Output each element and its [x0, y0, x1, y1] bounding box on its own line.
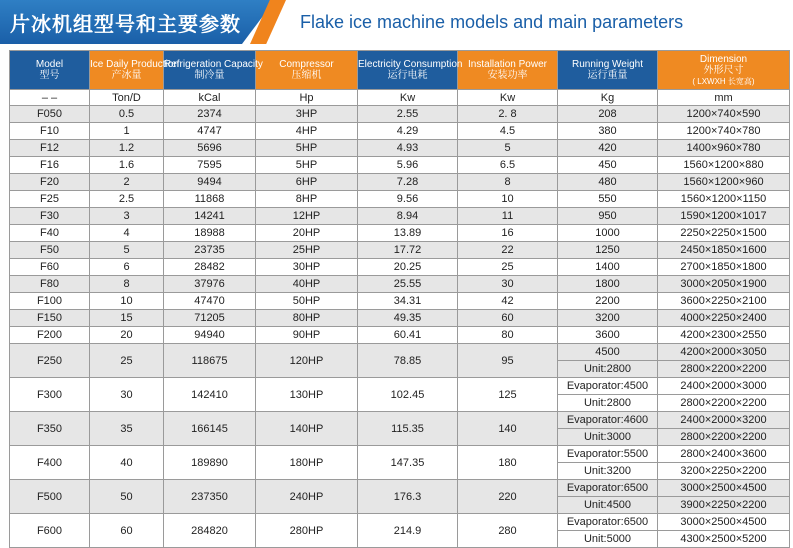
cell-dimension: 1200×740×590: [658, 106, 790, 123]
cell-dimension: 1200×740×780: [658, 123, 790, 140]
cell-ice-production: 1.6: [90, 157, 164, 174]
cell-compressor: 20HP: [256, 225, 358, 242]
units-row: [10, 90, 790, 106]
cell-running-weight: 950: [558, 208, 658, 225]
cell-compressor: 240HP: [256, 480, 358, 514]
cell-model: F12: [10, 140, 90, 157]
table-row: [10, 140, 790, 157]
cell-electricity-consumption: 115.35: [358, 412, 458, 446]
cell-ice-production: 15: [90, 310, 164, 327]
cell-refrigeration-capacity: 37976: [164, 276, 256, 293]
cell-model: F30: [10, 208, 90, 225]
unit-cell: Kw: [458, 90, 558, 106]
cell-refrigeration-capacity: 142410: [164, 378, 256, 412]
cell-running-weight: 3200: [558, 310, 658, 327]
cell-running-weight: 550: [558, 191, 658, 208]
cell-installation-power: 11: [458, 208, 558, 225]
unit-cell: kCal: [164, 90, 256, 106]
cell-dimension: 4200×2000×3050: [658, 344, 790, 361]
cell-compressor: 280HP: [256, 514, 358, 548]
cell-installation-power: 4.5: [458, 123, 558, 140]
cell-refrigeration-capacity: 189890: [164, 446, 256, 480]
cell-electricity-consumption: 20.25: [358, 259, 458, 276]
parameters-table: [9, 50, 790, 548]
table-row: [10, 514, 790, 531]
cell-ice-production: 35: [90, 412, 164, 446]
cell-electricity-consumption: 147.35: [358, 446, 458, 480]
cell-dimension: 2800×2200×2200: [658, 361, 790, 378]
cell-installation-power: 180: [458, 446, 558, 480]
cell-installation-power: 22: [458, 242, 558, 259]
cell-dimension: 2800×2200×2200: [658, 429, 790, 446]
cell-model: F10: [10, 123, 90, 140]
cell-installation-power: 10: [458, 191, 558, 208]
cell-installation-power: 220: [458, 480, 558, 514]
unit-cell: – –: [10, 90, 90, 106]
header-compressor: Compressor 压缩机: [256, 51, 358, 90]
cell-dimension: 2250×2250×1500: [658, 225, 790, 242]
cell-electricity-consumption: 25.55: [358, 276, 458, 293]
cell-running-weight: Evaporator:4500: [558, 378, 658, 395]
table-row: [10, 446, 790, 463]
cell-compressor: 6HP: [256, 174, 358, 191]
cell-running-weight: 4500: [558, 344, 658, 361]
cell-refrigeration-capacity: 11868: [164, 191, 256, 208]
header-ice-production: Ice Daily Production 产冰量: [90, 51, 164, 90]
header-installation-power: Installation Power 安装功率: [458, 51, 558, 90]
cell-ice-production: 10: [90, 293, 164, 310]
header-running-weight: Running Weight 运行重量: [558, 51, 658, 90]
cell-dimension: 2400×2000×3000: [658, 378, 790, 395]
cell-running-weight: 450: [558, 157, 658, 174]
cell-compressor: 30HP: [256, 259, 358, 276]
cell-installation-power: 80: [458, 327, 558, 344]
cell-refrigeration-capacity: 4747: [164, 123, 256, 140]
cell-electricity-consumption: 5.96: [358, 157, 458, 174]
cell-installation-power: 30: [458, 276, 558, 293]
cell-model: F16: [10, 157, 90, 174]
cell-installation-power: 25: [458, 259, 558, 276]
cell-ice-production: 1: [90, 123, 164, 140]
cell-model: F20: [10, 174, 90, 191]
cell-ice-production: 5: [90, 242, 164, 259]
cell-compressor: 50HP: [256, 293, 358, 310]
cell-model: F100: [10, 293, 90, 310]
cell-running-weight: 208: [558, 106, 658, 123]
cell-dimension: 3900×2250×2200: [658, 497, 790, 514]
table-row: [10, 480, 790, 497]
cell-running-weight: Unit:3000: [558, 429, 658, 446]
table-row: [10, 412, 790, 429]
cell-installation-power: 5: [458, 140, 558, 157]
cell-dimension: 3000×2500×4500: [658, 480, 790, 497]
cell-model: F250: [10, 344, 90, 378]
header-refrigeration-capacity: Refrigeration Capacity 制冷量: [164, 51, 256, 90]
cell-running-weight: 1800: [558, 276, 658, 293]
cell-running-weight: 480: [558, 174, 658, 191]
table-row: [10, 310, 790, 327]
cell-model: F400: [10, 446, 90, 480]
cell-electricity-consumption: 214.9: [358, 514, 458, 548]
cell-electricity-consumption: 176.3: [358, 480, 458, 514]
cell-dimension: 3200×2250×2200: [658, 463, 790, 480]
cell-ice-production: 50: [90, 480, 164, 514]
cell-ice-production: 2: [90, 174, 164, 191]
cell-installation-power: 42: [458, 293, 558, 310]
cell-dimension: 2800×2200×2200: [658, 395, 790, 412]
table-row: [10, 327, 790, 344]
cell-compressor: 12HP: [256, 208, 358, 225]
cell-electricity-consumption: 4.29: [358, 123, 458, 140]
cell-compressor: 80HP: [256, 310, 358, 327]
cell-electricity-consumption: 8.94: [358, 208, 458, 225]
table-row: [10, 344, 790, 361]
cell-model: F600: [10, 514, 90, 548]
cell-dimension: 3000×2050×1900: [658, 276, 790, 293]
cell-ice-production: 30: [90, 378, 164, 412]
cell-running-weight: Unit:5000: [558, 531, 658, 548]
cell-dimension: 1400×960×780: [658, 140, 790, 157]
cell-ice-production: 3: [90, 208, 164, 225]
cell-refrigeration-capacity: 118675: [164, 344, 256, 378]
cell-ice-production: 20: [90, 327, 164, 344]
header-electricity-consumption: Electricity Consumption 运行电耗: [358, 51, 458, 90]
cell-model: F050: [10, 106, 90, 123]
cell-model: F25: [10, 191, 90, 208]
cell-dimension: 4000×2250×2400: [658, 310, 790, 327]
cell-refrigeration-capacity: 71205: [164, 310, 256, 327]
cell-installation-power: 6.5: [458, 157, 558, 174]
cell-running-weight: Evaporator:6500: [558, 514, 658, 531]
cell-running-weight: 1250: [558, 242, 658, 259]
cell-running-weight: Evaporator:6500: [558, 480, 658, 497]
cell-electricity-consumption: 9.56: [358, 191, 458, 208]
cell-model: F500: [10, 480, 90, 514]
cell-refrigeration-capacity: 5696: [164, 140, 256, 157]
cell-running-weight: 1400: [558, 259, 658, 276]
cell-compressor: 180HP: [256, 446, 358, 480]
cell-refrigeration-capacity: 28482: [164, 259, 256, 276]
cell-dimension: 4300×2500×5200: [658, 531, 790, 548]
cell-ice-production: 6: [90, 259, 164, 276]
cell-refrigeration-capacity: 237350: [164, 480, 256, 514]
cell-installation-power: 95: [458, 344, 558, 378]
cell-dimension: 1560×1200×960: [658, 174, 790, 191]
title-banner: [0, 0, 793, 44]
cell-running-weight: 3600: [558, 327, 658, 344]
table-row: [10, 208, 790, 225]
cell-electricity-consumption: 60.41: [358, 327, 458, 344]
table-row: [10, 106, 790, 123]
cell-model: F200: [10, 327, 90, 344]
cell-running-weight: Evaporator:4600: [558, 412, 658, 429]
cell-refrigeration-capacity: 9494: [164, 174, 256, 191]
cell-dimension: 1560×1200×880: [658, 157, 790, 174]
cell-model: F350: [10, 412, 90, 446]
cell-refrigeration-capacity: 14241: [164, 208, 256, 225]
cell-electricity-consumption: 7.28: [358, 174, 458, 191]
cell-refrigeration-capacity: 47470: [164, 293, 256, 310]
cell-electricity-consumption: 2.55: [358, 106, 458, 123]
title-chinese: 片冰机组型号和主要参数: [10, 14, 241, 36]
cell-ice-production: 4: [90, 225, 164, 242]
title-english: Flake ice machine models and main parameters: [300, 12, 684, 32]
cell-installation-power: 280: [458, 514, 558, 548]
cell-running-weight: Unit:3200: [558, 463, 658, 480]
cell-compressor: 5HP: [256, 157, 358, 174]
cell-compressor: 5HP: [256, 140, 358, 157]
cell-refrigeration-capacity: 2374: [164, 106, 256, 123]
cell-model: F50: [10, 242, 90, 259]
unit-cell: mm: [658, 90, 790, 106]
cell-model: F60: [10, 259, 90, 276]
cell-compressor: 120HP: [256, 344, 358, 378]
cell-refrigeration-capacity: 18988: [164, 225, 256, 242]
unit-cell: Hp: [256, 90, 358, 106]
cell-running-weight: 1000: [558, 225, 658, 242]
cell-dimension: 4200×2300×2550: [658, 327, 790, 344]
cell-running-weight: 2200: [558, 293, 658, 310]
cell-running-weight: Unit:2800: [558, 395, 658, 412]
cell-dimension: 2450×1850×1600: [658, 242, 790, 259]
cell-running-weight: Evaporator:5500: [558, 446, 658, 463]
cell-dimension: 2400×2000×3200: [658, 412, 790, 429]
cell-electricity-consumption: 4.93: [358, 140, 458, 157]
cell-running-weight: Unit:4500: [558, 497, 658, 514]
cell-refrigeration-capacity: 166145: [164, 412, 256, 446]
cell-installation-power: 8: [458, 174, 558, 191]
cell-model: F150: [10, 310, 90, 327]
cell-dimension: 2800×2400×3600: [658, 446, 790, 463]
cell-refrigeration-capacity: 23735: [164, 242, 256, 259]
cell-ice-production: 1.2: [90, 140, 164, 157]
cell-installation-power: 16: [458, 225, 558, 242]
cell-installation-power: 125: [458, 378, 558, 412]
cell-running-weight: 380: [558, 123, 658, 140]
table-row: [10, 225, 790, 242]
cell-electricity-consumption: 78.85: [358, 344, 458, 378]
table-row: [10, 191, 790, 208]
cell-ice-production: 60: [90, 514, 164, 548]
cell-electricity-consumption: 17.72: [358, 242, 458, 259]
header-model: Model 型号: [10, 51, 90, 90]
cell-compressor: 4HP: [256, 123, 358, 140]
cell-ice-production: 0.5: [90, 106, 164, 123]
table-row: [10, 157, 790, 174]
cell-dimension: 1560×1200×1150: [658, 191, 790, 208]
table-row: [10, 123, 790, 140]
cell-dimension: 3600×2250×2100: [658, 293, 790, 310]
table-row: [10, 174, 790, 191]
cell-electricity-consumption: 102.45: [358, 378, 458, 412]
cell-compressor: 8HP: [256, 191, 358, 208]
table-row: [10, 276, 790, 293]
cell-dimension: 2700×1850×1800: [658, 259, 790, 276]
cell-refrigeration-capacity: 94940: [164, 327, 256, 344]
header-dimension: Dimension 外形尺寸 ( LXWXH 长宽高): [658, 51, 790, 90]
table-row: [10, 293, 790, 310]
cell-running-weight: 420: [558, 140, 658, 157]
cell-compressor: 3HP: [256, 106, 358, 123]
cell-ice-production: 8: [90, 276, 164, 293]
cell-electricity-consumption: 13.89: [358, 225, 458, 242]
unit-cell: Kw: [358, 90, 458, 106]
cell-compressor: 140HP: [256, 412, 358, 446]
cell-ice-production: 40: [90, 446, 164, 480]
cell-dimension: 1590×1200×1017: [658, 208, 790, 225]
cell-model: F300: [10, 378, 90, 412]
header-row: [10, 51, 790, 90]
cell-model: F40: [10, 225, 90, 242]
cell-electricity-consumption: 49.35: [358, 310, 458, 327]
cell-compressor: 40HP: [256, 276, 358, 293]
cell-installation-power: 140: [458, 412, 558, 446]
unit-cell: Kg: [558, 90, 658, 106]
cell-compressor: 130HP: [256, 378, 358, 412]
cell-refrigeration-capacity: 7595: [164, 157, 256, 174]
cell-installation-power: 60: [458, 310, 558, 327]
cell-compressor: 25HP: [256, 242, 358, 259]
table-row: [10, 242, 790, 259]
cell-ice-production: 25: [90, 344, 164, 378]
cell-model: F80: [10, 276, 90, 293]
cell-dimension: 3000×2500×4500: [658, 514, 790, 531]
cell-running-weight: Unit:2800: [558, 361, 658, 378]
cell-electricity-consumption: 34.31: [358, 293, 458, 310]
cell-refrigeration-capacity: 284820: [164, 514, 256, 548]
table-row: [10, 259, 790, 276]
unit-cell: Ton/D: [90, 90, 164, 106]
cell-ice-production: 2.5: [90, 191, 164, 208]
table-row: [10, 378, 790, 395]
cell-compressor: 90HP: [256, 327, 358, 344]
cell-installation-power: 2. 8: [458, 106, 558, 123]
